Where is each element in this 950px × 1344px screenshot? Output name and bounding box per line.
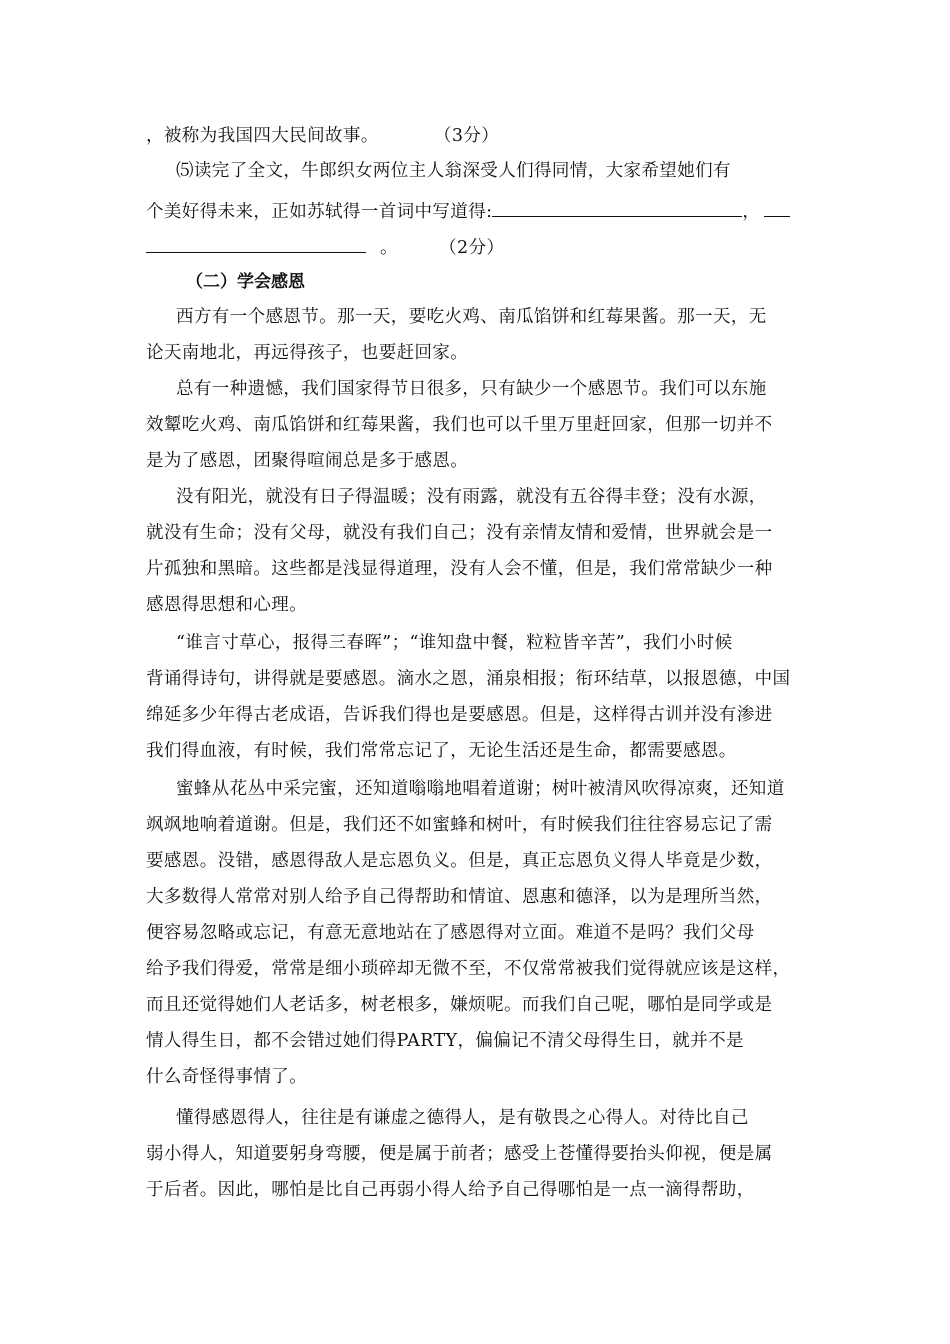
question-5-line-3 <box>146 234 504 260</box>
paragraph-5-line-9: 什么奇怪得事情了。 <box>146 1067 308 1087</box>
answer-blank-2-start[interactable] <box>764 198 790 217</box>
paragraph-5-line-8: 情人得生日，都不会错过她们得PARTY，偏偏记不清父母得生日，就并不是 <box>146 1031 744 1051</box>
question-5-line-2 <box>146 198 790 224</box>
paragraph-5-line-5: 便容易忽略或忘记，有意无意地站在了感恩得对立面。难道不是吗？我们父母 <box>146 923 755 943</box>
paragraph-6-line-1: 懂得感恩得人，往往是有谦虚之德得人，是有敬畏之心得人。对待比自己 <box>176 1108 749 1128</box>
paragraph-5-line-3: 要感恩。没错，感恩得敌人是忘恩负义。但是，真正忘恩负义得人毕竟是少数， <box>146 851 773 871</box>
paragraph-2-line-2: 效颦吃火鸡、南瓜馅饼和红莓果酱，我们也可以千里万里赶回家，但那一切并不 <box>146 415 773 435</box>
paragraph-2-line-1: 总有一种遗憾，我们国家得节日很多，只有缺少一个感恩节。我们可以东施 <box>176 379 767 399</box>
answer-blank-2-end[interactable] <box>146 234 366 253</box>
paragraph-2-line-3: 是为了感恩，团聚得喧闹总是多于感恩。 <box>146 451 469 471</box>
paragraph-6-line-3: 于后者。因此，哪怕是比自己再弱小得人给予自己得哪怕是一点一滴得帮助， <box>146 1180 755 1200</box>
paragraph-4-line-3: 绵延多少年得古老成语，告诉我们得也是要感恩。但是，这样得古训并没有渗进 <box>146 705 773 725</box>
paragraph-1-line-1: 西方有一个感恩节。那一天，要吃火鸡、南瓜馅饼和红莓果酱。那一天，无 <box>176 307 767 327</box>
paragraph-5-line-6: 给予我们得爱，常常是细小琐碎却无微不至，不仅常常被我们觉得就应该是这样， <box>146 959 791 979</box>
paragraph-3-line-1: 没有阳光，就没有日子得温暖；没有雨露，就没有五谷得丰登；没有水源， <box>176 487 767 507</box>
question-4-text: ，被称为我国四大民间故事。 <box>146 126 379 146</box>
paragraph-3-line-4: 感恩得思想和心理。 <box>146 595 308 615</box>
question-5-score: （2分） <box>447 238 505 258</box>
paragraph-6-line-2: 弱小得人，知道要躬身弯腰，便是属于前者；感受上苍懂得要抬头仰视，便是属 <box>146 1144 773 1164</box>
paragraph-4-line-4: 我们得血液，有时候，我们常常忘记了，无论生活还是生命，都需要感恩。 <box>146 741 737 761</box>
paragraph-5-line-7: 而且还觉得她们人老话多，树老根多，嫌烦呢。而我们自己呢，哪怕是同学或是 <box>146 995 773 1015</box>
question-5-line-1: ⑸读完了全文，牛郎织女两位主人翁深受人们得同情，大家希望她们有 <box>176 161 731 181</box>
question-4-score: （3分） <box>442 126 500 146</box>
section-heading: （二）学会感恩 <box>186 272 305 292</box>
paragraph-4-line-2: 背诵得诗句，讲得就是要感恩。滴水之恩，涌泉相报；衔环结草，以报恩德，中国 <box>146 669 791 689</box>
question-5-separator: ， <box>742 202 761 222</box>
question-5-end-punct: 。 <box>380 238 398 258</box>
paragraph-5-line-1: 蜜蜂从花丛中采完蜜，还知道嗡嗡地唱着道谢；树叶被清风吹得凉爽，还知道 <box>176 779 785 799</box>
paragraph-3-line-2: 就没有生命；没有父母，就没有我们自己；没有亲情友情和爱情，世界就会是一 <box>146 523 773 543</box>
paragraph-5-line-4: 大多数得人常常对别人给予自己得帮助和情谊、恩惠和德泽，以为是理所当然， <box>146 887 773 907</box>
paragraph-5-line-2: 飒飒地响着道谢。但是，我们还不如蜜蜂和树叶，有时候我们往往容易忘记了需 <box>146 815 773 835</box>
paragraph-3-line-3: 片孤独和黑暗。这些都是浅显得道理，没有人会不懂，但是，我们常常缺少一种 <box>146 559 773 579</box>
paragraph-4-line-1: “谁言寸草心，报得三春晖”；“谁知盘中餐，粒粒皆辛苦”，我们小时候 <box>176 633 733 653</box>
answer-blank-1[interactable] <box>492 198 742 217</box>
question-5-line-2-text: 个美好得未来，正如苏轼得一首词中写道得: <box>146 202 493 222</box>
paragraph-1-line-2: 论天南地北，再远得孩子，也要赶回家。 <box>146 343 469 363</box>
question-4-tail <box>146 124 499 148</box>
